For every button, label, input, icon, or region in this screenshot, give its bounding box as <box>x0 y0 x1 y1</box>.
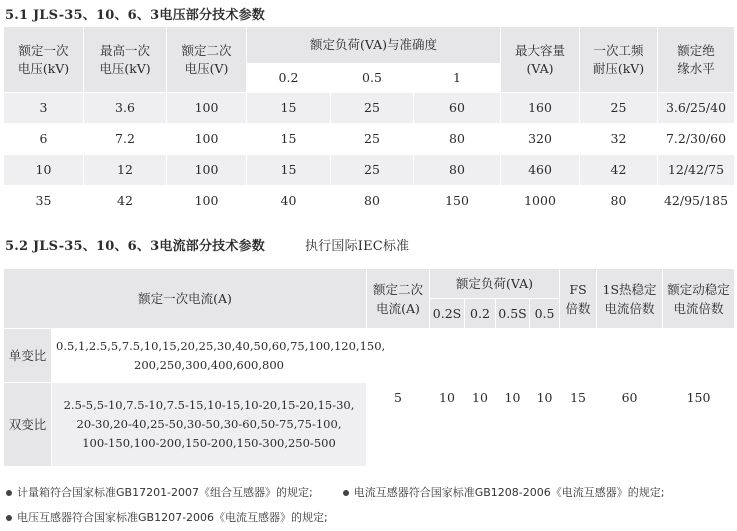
header-load-0.2: 0.2 <box>465 299 496 329</box>
table-cell: 460 <box>501 155 580 186</box>
table-cell: 25 <box>331 124 414 155</box>
table-cell: 150 <box>414 186 501 217</box>
table-cell: 25 <box>331 93 414 124</box>
voltage-parameters-table <box>3 26 735 217</box>
table-cell: 100 <box>167 155 247 186</box>
table-row <box>4 329 735 383</box>
single-ratio-label: 单变比 <box>4 329 52 383</box>
header-rated-secondary-current: 额定二次 电流(A) <box>367 269 430 329</box>
table-cell: 15 <box>247 124 331 155</box>
table-cell: 80 <box>580 186 658 217</box>
header-accuracy-0.2: 0.2 <box>247 64 331 93</box>
table-cell: 25 <box>580 93 658 124</box>
bullet-icon <box>343 490 349 496</box>
header-rated-load: 额定负荷(VA)与准确度 <box>247 27 501 64</box>
section2-title <box>5 235 409 254</box>
load-0.2-value: 10 <box>465 329 496 467</box>
table-cell: 25 <box>331 155 414 186</box>
table-cell: 12 <box>84 155 167 186</box>
table-cell: 7.2 <box>84 124 167 155</box>
notes-line-1 <box>6 484 694 500</box>
table-cell: 12/42/75 <box>658 155 735 186</box>
dynamic-stability-value: 150 <box>663 329 735 467</box>
header-rated-load: 额定负荷(VA) <box>430 269 560 299</box>
table-cell: 60 <box>414 93 501 124</box>
header-max-voltage: 最高一次 电压(kV) <box>84 27 167 93</box>
header-insulation-level: 额定绝 缘水平 <box>658 27 735 93</box>
note-item: 电流互感器符合国家标准GB1208-2006《电流互感器》的规定; <box>343 484 665 500</box>
bullet-icon <box>6 515 12 521</box>
table-cell: 42 <box>580 155 658 186</box>
current-parameters-table <box>3 268 735 467</box>
table-cell: 3.6/25/40 <box>658 93 735 124</box>
table-cell: 42 <box>84 186 167 217</box>
table-cell: 6 <box>4 124 84 155</box>
header-load-0.5S: 0.5S <box>496 299 530 329</box>
header-rated-secondary-voltage: 额定二次 电压(V) <box>167 27 247 93</box>
fs-value: 15 <box>560 329 597 467</box>
load-0.5-value: 10 <box>530 329 560 467</box>
note-item: 计量箱符合国家标准GB17201-2007《组合互感器》的规定; <box>6 484 313 500</box>
secondary-current-value: 5 <box>367 329 430 467</box>
table-cell: 15 <box>247 93 331 124</box>
table-row <box>4 93 735 124</box>
section1-title: 5.1 JLS-35、10、6、3电压部分技术参数 <box>5 8 265 23</box>
table-row <box>4 124 735 155</box>
single-ratio-values: 0.5,1,2.5,5,7.5,10,15,20,25,30,40,50,60,75,100,120,150, 200,250,300,400,600,800 <box>52 329 367 383</box>
table-cell: 80 <box>331 186 414 217</box>
header-thermal-stability: 1S热稳定 电流倍数 <box>597 269 663 329</box>
load-0.5S-value: 10 <box>496 329 530 467</box>
table-cell: 160 <box>501 93 580 124</box>
note-item: 电压互感器符合国家标准GB1207-2006《电流互感器》的规定; <box>6 509 328 525</box>
table-cell: 42/95/185 <box>658 186 735 217</box>
table-cell: 3 <box>4 93 84 124</box>
table-row <box>4 186 735 217</box>
table-cell: 100 <box>167 124 247 155</box>
table-cell: 32 <box>580 124 658 155</box>
table-cell: 3.6 <box>84 93 167 124</box>
thermal-stability-value: 60 <box>597 329 663 467</box>
iec-standard-note: 执行国际IEC标准 <box>304 239 410 254</box>
header-dynamic-stability: 额定动稳定 电流倍数 <box>663 269 735 329</box>
bullet-icon <box>6 490 12 496</box>
table-cell: 15 <box>247 155 331 186</box>
header-rated-primary-voltage: 额定一次 电压(kV) <box>4 27 84 93</box>
dual-ratio-values: 2.5-5,5-10,7.5-10,7.5-15,10-15,10-20,15-20,15-30, 20-30,20-40,25-50,30-50,30-60,50-75,75-100, 100-150,100-200,150-200,150-300,250-500 <box>52 383 367 467</box>
table-cell: 10 <box>4 155 84 186</box>
table-cell: 80 <box>414 155 501 186</box>
header-load-0.5: 0.5 <box>530 299 560 329</box>
table-cell: 100 <box>167 93 247 124</box>
load-0.2S-value: 10 <box>430 329 465 467</box>
header-fs: FS 倍数 <box>560 269 597 329</box>
header-accuracy-0.5: 0.5 <box>331 64 414 93</box>
header-max-capacity: 最大容量 (VA) <box>501 27 580 93</box>
table-cell: 1000 <box>501 186 580 217</box>
header-load-0.2S: 0.2S <box>430 299 465 329</box>
table-cell: 80 <box>414 124 501 155</box>
notes-line-2 <box>6 509 358 525</box>
dual-ratio-label: 双变比 <box>4 383 52 467</box>
header-accuracy-1: 1 <box>414 64 501 93</box>
table-cell: 100 <box>167 186 247 217</box>
section2-title-text: 5.2 JLS-35、10、6、3电流部分技术参数 <box>5 239 265 254</box>
header-power-frequency: 一次工频 耐压(kV) <box>580 27 658 93</box>
table-cell: 320 <box>501 124 580 155</box>
table-cell: 7.2/30/60 <box>658 124 735 155</box>
table-cell: 35 <box>4 186 84 217</box>
table-cell: 40 <box>247 186 331 217</box>
table-row <box>4 155 735 186</box>
header-rated-primary-current: 额定一次电流(A) <box>4 269 367 329</box>
